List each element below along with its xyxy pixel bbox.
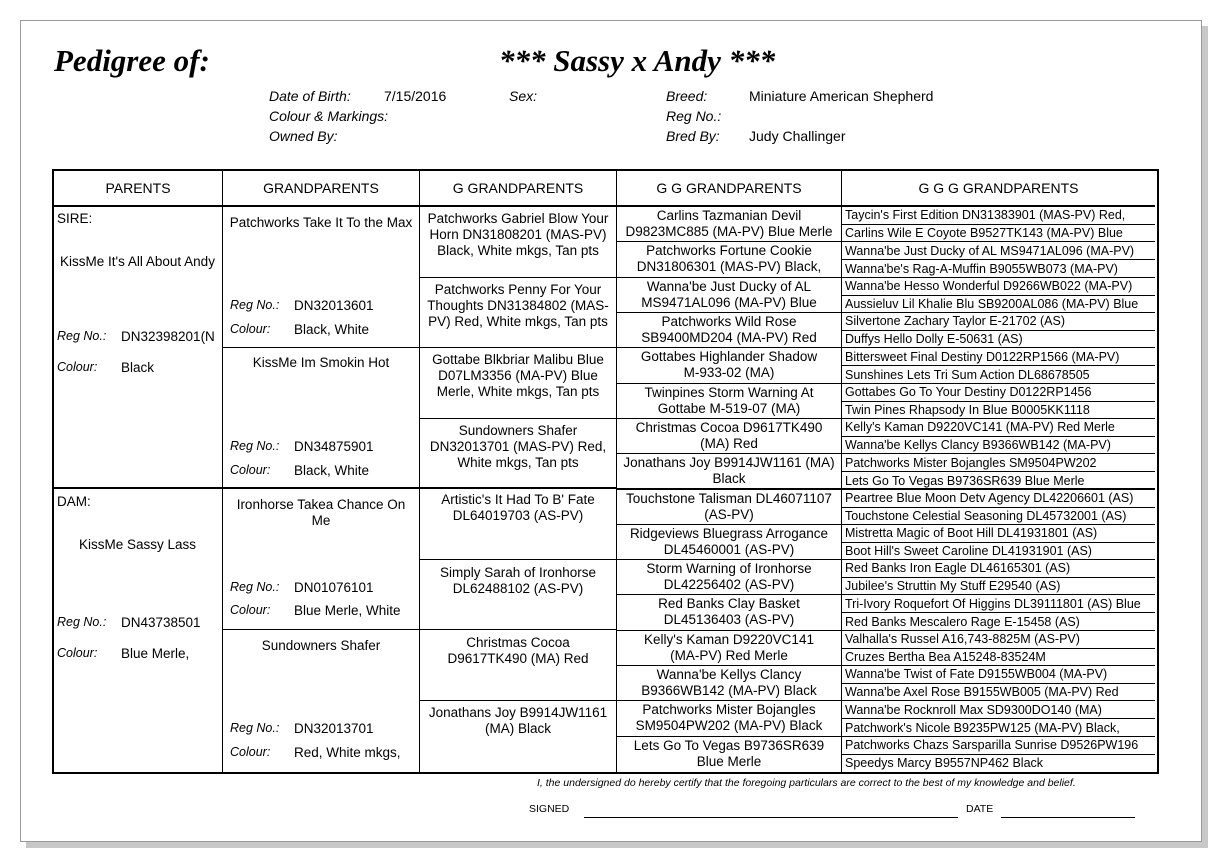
grandparent-colour-value: Blue Merle, White [294, 603, 401, 618]
gg-grandparent-cell [617, 242, 842, 278]
owned-by-label: Owned By: [269, 128, 338, 144]
dob-value: 7/15/2016 [384, 88, 447, 104]
grandparent-colour-value: Black, White [294, 322, 370, 337]
gg-grandparent-line: (AS-PV) [704, 507, 754, 522]
g-grandparent-cell [420, 701, 617, 772]
ggg-grandparent-cell [842, 419, 1155, 454]
g-grandparent-cell [420, 348, 617, 419]
grandparent-reg-value: DN01076101 [294, 580, 374, 595]
pedigree-of-label: Pedigree of: [54, 43, 210, 78]
ggg-grandparent-cell [842, 631, 1155, 666]
pedigree-table [52, 169, 1159, 774]
gg-grandparent-cell [617, 454, 842, 490]
g-grandparent-cell [420, 278, 617, 348]
gg-grandparent-cell [617, 525, 842, 560]
ggg-grandparent-entry: Patchworks Mister Bojangles SM9504PW202 [842, 454, 1155, 472]
gg-grandparent-cell [617, 737, 842, 772]
grandparent-reg-label: Reg No.: [230, 439, 280, 453]
gg-grandparent-line: (MA-PV) Red Merle [670, 648, 788, 663]
sire-colour-label: Colour: [57, 360, 98, 374]
ggg-grandparent-entry: Patchwork's Nicole B9235PW125 (MA-PV) Black, [845, 721, 1120, 735]
grandparent-colour-label: Colour: [230, 322, 271, 336]
ggg-grandparent-cell [842, 348, 1155, 384]
gg-grandparent-line: Storm Warning of Ironhorse [646, 561, 812, 576]
gg-grandparent-text [617, 666, 841, 699]
g-grandparent-text: Christmas Cocoa D9617TK490 (MA) Red [447, 635, 589, 666]
dam-role-label: DAM: [57, 494, 91, 509]
grandparent-name: Patchworks Take It To the Max [229, 215, 413, 230]
ggg-grandparent-cell [842, 525, 1155, 560]
ggg-grandparent-entry: Wanna'be Kellys Clancy B9366WB142 (MA-PV) [845, 437, 1111, 452]
ggg-grandparent-entry: Silvertone Zachary Taylor E-21702 (AS) [842, 313, 1155, 331]
ggg-grandparent-entry: Twin Pines Rhapsody In Blue B0005KK1118 [845, 402, 1090, 417]
gg-grandparent-line: Kelly's Kaman D9220VC141 [644, 632, 814, 647]
sire-role-label: SIRE: [57, 211, 93, 226]
gg-grandparent-text [617, 595, 841, 628]
gg-grandparent-line: DL42256402 (AS-PV) [663, 577, 795, 592]
g-grandparent-text: Sundowners Shafer DN32013701 (MAS-PV) Red, White mkgs, Tan pts [429, 423, 607, 470]
grandparent-cell [223, 207, 420, 348]
ggg-grandparent-entry: Taycin's First Edition DN31383901 (MAS-PV) Red, [842, 207, 1155, 225]
pedigree-page [20, 20, 1202, 842]
grandparent-name: Ironhorse Takea Chance On Me [236, 497, 406, 528]
grandparent-cell [223, 348, 420, 489]
grandparent-reg-value: DN32013701 [294, 721, 374, 736]
grandparent-cell [223, 489, 420, 630]
g-grandparent-cell [420, 630, 617, 701]
gg-grandparent-line: SB9400MD204 (MA-PV) Red [641, 330, 817, 345]
reg-no-label: Reg No.: [666, 108, 722, 124]
ggg-grandparent-entry: Gottabes Go To Your Destiny D0122RP1456 [842, 384, 1155, 402]
grandparent-colour-value: Red, White mkgs, [294, 745, 401, 760]
ggg-grandparent-entry: Patchworks Chazs Sarsparilla Sunrise D9526PW196 [842, 737, 1155, 755]
gg-grandparent-text [617, 631, 841, 664]
gg-grandparent-line: Twinpines Storm Warning At [644, 385, 814, 400]
breed-label: Breed: [666, 88, 708, 104]
breed-value: Miniature American Shepherd [749, 88, 934, 104]
ggg-grandparent-cell [842, 207, 1155, 242]
colour-markings-label: Colour & Markings: [269, 108, 389, 124]
gg-grandparent-line: Patchworks Wild Rose [661, 314, 797, 329]
grandparent-reg-label: Reg No.: [230, 721, 280, 735]
ggg-grandparent-entry: Red Banks Mescalero Rage E-15458 (AS) [845, 615, 1080, 629]
gg-grandparent-line: DL45460001 (AS-PV) [663, 542, 795, 557]
bred-by-value: Judy Challinger [749, 128, 846, 144]
gg-grandparent-line: Patchworks Fortune Cookie [646, 243, 812, 258]
gg-grandparent-text [617, 454, 841, 487]
ggg-grandparent-entry: Wanna'be Hesso Wonderful D9266WB022 (MA-PV) [842, 278, 1155, 296]
ggg-grandparent-entry: Wanna'be Rocknroll Max SD9300DO140 (MA) [842, 701, 1155, 719]
gg-grandparent-line: DN31806301 (MAS-PV) Black, [636, 259, 822, 274]
gg-grandparent-text [617, 490, 841, 523]
gg-grandparent-line: Carlins Tazmanian Devil [656, 208, 802, 223]
g-grandparent-cell [420, 207, 617, 278]
signed-label: SIGNED [529, 803, 570, 815]
dam-cell [54, 489, 223, 772]
g-grandparent-text: Patchworks Gabriel Blow Your Horn DN31808201 (MAS-PV) Black, White mkgs, Tan pts [427, 211, 609, 258]
g-grandparent-cell [420, 419, 617, 489]
dam-colour-label: Colour: [57, 646, 98, 660]
grandparent-reg-label: Reg No.: [230, 298, 280, 312]
gg-grandparent-text [617, 384, 841, 417]
gg-grandparent-line: Patchworks Mister Bojangles [642, 702, 816, 717]
sex-label: Sex: [509, 88, 538, 104]
date-line [1001, 817, 1135, 818]
grandparent-colour-label: Colour: [230, 603, 271, 617]
ggg-grandparent-entry: Tri-Ivory Roquefort Of Higgins DL39111801 (AS) Blue [842, 595, 1155, 613]
gg-grandparent-line: Red Banks Clay Basket [658, 596, 800, 611]
gg-grandparent-cell [617, 666, 842, 701]
ggg-grandparent-entry: Wanna'be's Rag-A-Muffin B9055WB073 (MA-PV) [845, 262, 1118, 276]
gg-grandparent-text [617, 419, 841, 452]
g-grandparent-text: Simply Sarah of Ironhorse DL62488102 (AS-PV) [439, 565, 597, 596]
gg-grandparent-line: Lets Go To Vegas B9736SR639 [633, 738, 825, 753]
gg-grandparent-line: SM9504PW202 (MA-PV) Black [635, 718, 823, 733]
gg-grandparent-line: D9823MC885 (MA-PV) Blue Merle [625, 224, 833, 239]
certification-text: I, the undersigned do hereby certify that the foregoing particulars are correct to the best of my knowledge and belief. [537, 777, 1076, 789]
gg-grandparent-text [617, 207, 841, 240]
ggg-grandparent-entry: Sunshines Lets Tri Sum Action DL68678505 [845, 368, 1090, 382]
ggg-grandparent-entry: Red Banks Iron Eagle DL46165301 (AS) [842, 560, 1155, 578]
ggg-grandparent-entry: Duffys Hello Dolly E-50631 (AS) [845, 331, 1023, 346]
dam-reg-label: Reg No.: [57, 615, 107, 629]
grandparent-reg-value: DN34875901 [294, 439, 374, 454]
grandparent-reg-value: DN32013601 [294, 298, 374, 313]
ggg-grandparent-entry: Kelly's Kaman D9220VC141 (MA-PV) Red Merle [842, 419, 1155, 437]
grandparent-name: KissMe Im Smokin Hot [252, 355, 390, 370]
sire-colour-value: Black [121, 360, 155, 375]
ggg-grandparent-entry: Mistretta Magic of Boot Hill DL41931801 (AS) [842, 525, 1155, 543]
g-grandparent-text: Jonathans Joy B9914JW1161 (MA) Black [428, 705, 608, 736]
ggg-grandparent-cell [842, 242, 1155, 278]
sire-reg-label: Reg No.: [57, 329, 107, 343]
sire-name: KissMe It's All About Andy [60, 254, 215, 269]
ggg-grandparent-entry: Jubilee's Struttin My Stuff E29540 (AS) [845, 578, 1061, 593]
ggg-grandparent-cell [842, 278, 1155, 313]
bred-by-label: Bred By: [666, 128, 720, 144]
gg-grandparent-cell [617, 560, 842, 595]
gg-grandparent-cell [617, 278, 842, 313]
ggg-grandparent-cell [842, 560, 1155, 595]
dam-reg-value: DN43738501 [121, 615, 201, 630]
ggg-grandparent-entry: Boot Hill's Sweet Caroline DL41931901 (AS) [845, 543, 1092, 558]
column-header-ggg-grandparents: G G G GRANDPARENTS [842, 171, 1155, 207]
column-header-g-grandparents: G GRANDPARENTS [420, 171, 617, 207]
ggg-grandparent-entry: Wanna'be Just Ducky of AL MS9471AL096 (MA-PV) [842, 242, 1155, 260]
dam-name: KissMe Sassy Lass [78, 537, 197, 552]
gg-grandparent-text [617, 278, 841, 311]
gg-grandparent-line: Black [712, 471, 746, 486]
grandparent-name: Sundowners Shafer [261, 638, 381, 653]
ggg-grandparent-cell [842, 313, 1155, 348]
g-grandparent-cell [420, 489, 617, 560]
g-grandparent-text: Artistic's It Had To B' Fate DL64019703 (AS-PV) [441, 492, 595, 523]
ggg-grandparent-entry: Lets Go To Vegas B9736SR639 Blue Merle [845, 474, 1085, 488]
g-grandparent-text: Gottabe Blkbriar Malibu Blue D07LM3356 (MA-PV) Blue Merle, White mkgs, Tan pts [432, 352, 604, 399]
gg-grandparent-line: MS9471AL096 (MA-PV) Blue [641, 295, 817, 310]
gg-grandparent-cell [617, 313, 842, 348]
gg-grandparent-cell [617, 595, 842, 631]
column-header-gg-grandparents: G G GRANDPARENTS [617, 171, 842, 207]
dob-label: Date of Birth: [269, 88, 351, 104]
gg-grandparent-line: Blue Merle [696, 754, 762, 769]
ggg-grandparent-entry: Peartree Blue Moon Detv Agency DL42206601 (AS) [842, 490, 1155, 508]
gg-grandparent-cell [617, 701, 842, 737]
ggg-grandparent-cell [842, 490, 1155, 525]
gg-grandparent-line: Touchstone Talisman DL46071107 [626, 491, 832, 506]
gg-grandparent-line: DL45136403 (AS-PV) [663, 612, 795, 627]
g-grandparent-text: Patchworks Penny For Your Thoughts DN31384802 (MAS-PV) Red, White mkgs, Tan pts [427, 282, 609, 329]
ggg-grandparent-cell [842, 454, 1155, 490]
ggg-grandparent-entry: Aussieluv Lil Khalie Blu SB9200AL086 (MA-PV) Blue [845, 296, 1139, 311]
g-grandparent-cell [420, 560, 617, 630]
gg-grandparent-text [617, 737, 841, 770]
gg-grandparent-line: Wanna'be Kellys Clancy [656, 667, 802, 682]
sire-reg-value: DN32398201(N [121, 329, 215, 344]
gg-grandparent-line: Ridgeviews Bluegrass Arrogance [629, 526, 829, 541]
ggg-grandparent-entry: Valhalla's Russel A16,743-8825M (AS-PV) [842, 631, 1155, 649]
ggg-grandparent-cell [842, 701, 1155, 737]
ggg-grandparent-cell [842, 595, 1155, 631]
date-label: DATE [966, 803, 994, 815]
grandparent-cell [223, 630, 420, 772]
ggg-grandparent-entry: Touchstone Celestial Seasoning DL45732001 (AS) [845, 508, 1127, 523]
ggg-grandparent-cell [842, 666, 1155, 701]
ggg-grandparent-entry: Carlins Wile E Coyote B9527TK143 (MA-PV) Blue [845, 225, 1123, 240]
column-header-parents: PARENTS [54, 171, 223, 207]
ggg-grandparent-cell [842, 384, 1155, 419]
column-header-grandparents: GRANDPARENTS [223, 171, 420, 207]
gg-grandparent-cell [617, 384, 842, 419]
gg-grandparent-line: Wanna'be Just Ducky of AL [646, 279, 812, 294]
gg-grandparent-text [617, 560, 841, 593]
gg-grandparent-line: Christmas Cocoa D9617TK490 [635, 420, 823, 435]
grandparent-reg-label: Reg No.: [230, 580, 280, 594]
ggg-grandparent-cell [842, 737, 1155, 772]
gg-grandparent-line: M-933-02 (MA) [683, 365, 775, 380]
gg-grandparent-line: Gottabe M-519-07 (MA) [657, 401, 801, 416]
gg-grandparent-line: B9366WB142 (MA-PV) Black [641, 683, 817, 698]
ggg-grandparent-entry: Cruzes Bertha Bea A15248-83524M [845, 649, 1046, 664]
dam-colour-value: Blue Merle, [121, 646, 190, 661]
gg-grandparent-cell [617, 419, 842, 454]
gg-grandparent-text [617, 701, 841, 734]
gg-grandparent-cell [617, 207, 842, 242]
gg-grandparent-line: Gottabes Highlander Shadow [640, 349, 818, 364]
gg-grandparent-cell [617, 490, 842, 525]
gg-grandparent-line: (MA) Red [700, 436, 758, 451]
grandparent-colour-label: Colour: [230, 463, 271, 477]
ggg-grandparent-entry: Speedys Marcy B9557NP462 Black [845, 755, 1044, 770]
gg-grandparent-text [617, 313, 841, 346]
ggg-grandparent-entry: Bittersweet Final Destiny D0122RP1566 (MA-PV) [842, 348, 1155, 366]
gg-grandparent-cell [617, 348, 842, 384]
signature-line [584, 817, 958, 818]
grandparent-colour-label: Colour: [230, 745, 271, 759]
gg-grandparent-line: Jonathans Joy B9914JW1161 (MA) [623, 455, 835, 470]
ggg-grandparent-entry: Wanna'be Axel Rose B9155WB005 (MA-PV) Red [845, 684, 1119, 699]
ggg-grandparent-entry: Wanna'be Twist of Fate D9155WB004 (MA-PV) [842, 666, 1155, 684]
sire-cell [54, 207, 223, 489]
gg-grandparent-text [617, 348, 841, 381]
gg-grandparent-cell [617, 631, 842, 666]
dog-title: *** Sassy x Andy *** [499, 43, 776, 78]
gg-grandparent-text [617, 242, 841, 275]
gg-grandparent-text [617, 525, 841, 558]
grandparent-colour-value: Black, White [294, 463, 370, 478]
